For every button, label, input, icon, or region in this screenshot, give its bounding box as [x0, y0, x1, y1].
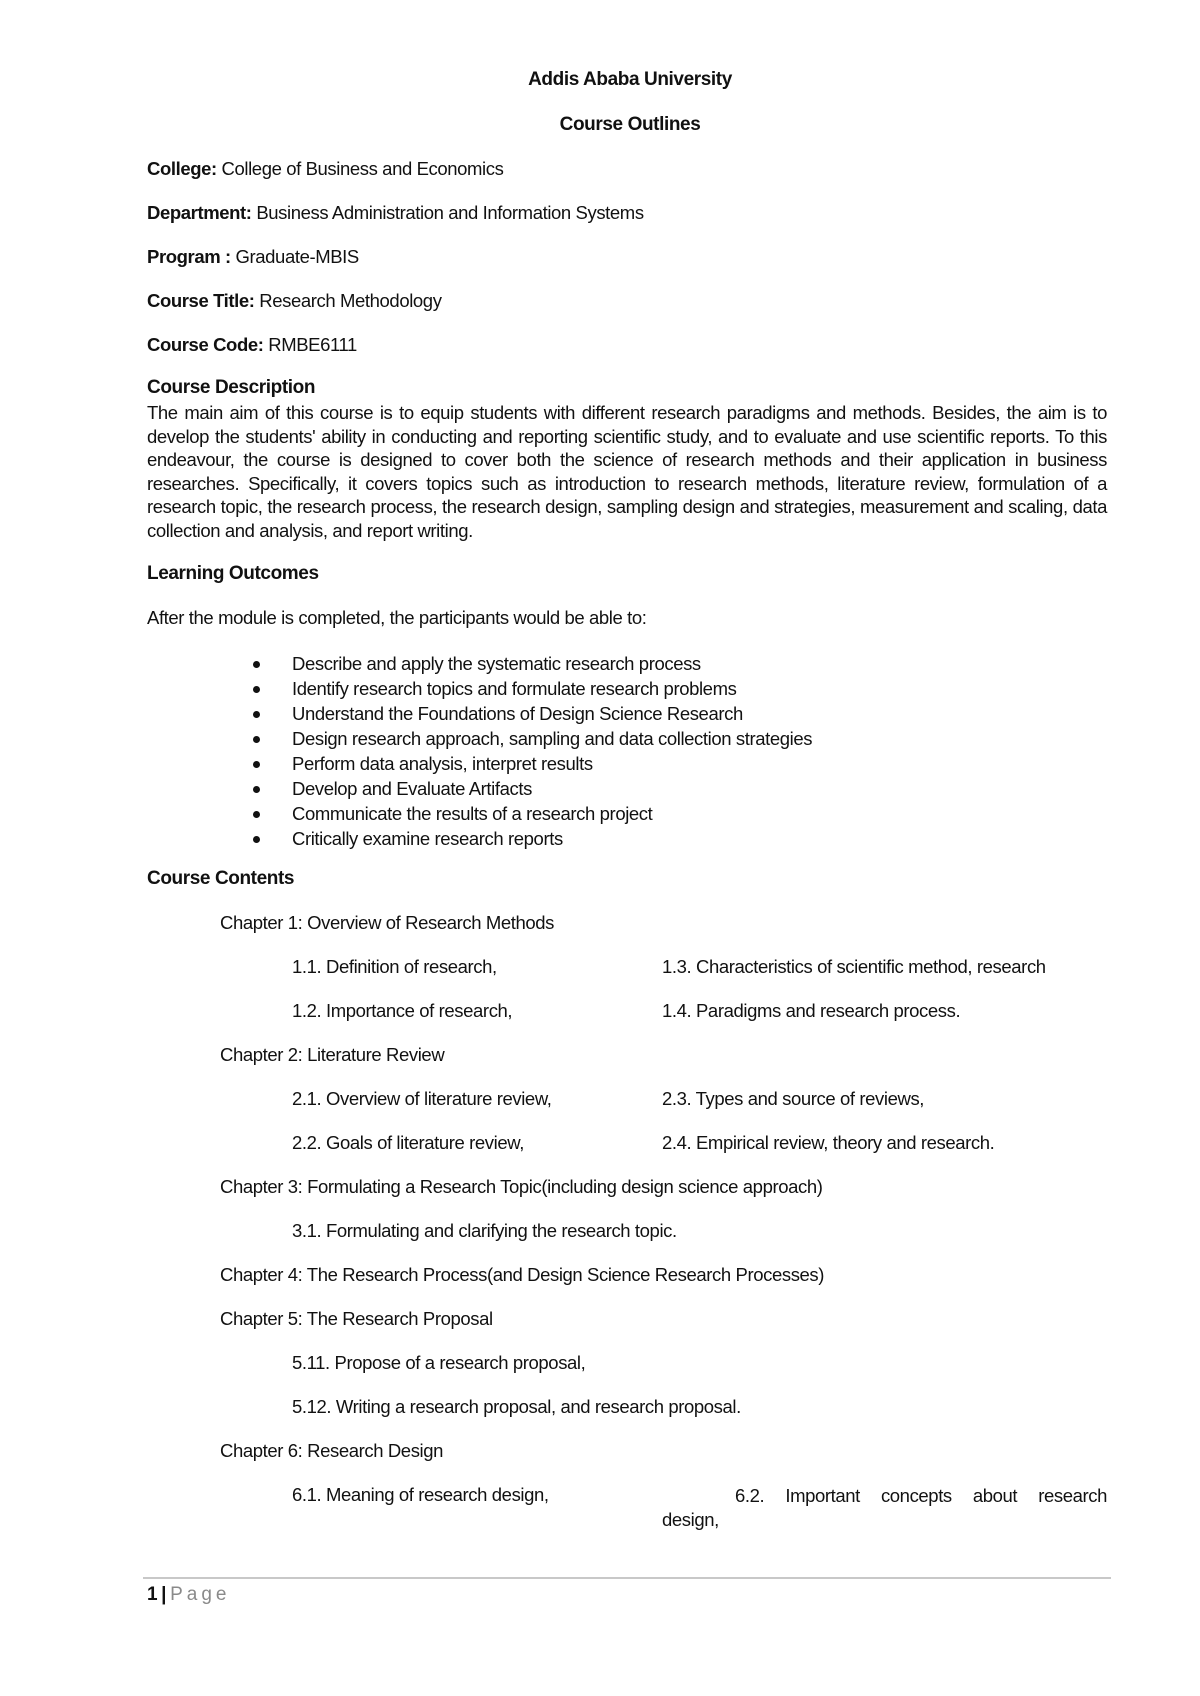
- list-item: Understand the Foundations of Design Science Research: [0, 701, 812, 726]
- bullet-icon: [253, 661, 260, 668]
- bullet-icon: [253, 736, 260, 743]
- program-value: Graduate-MBIS: [235, 246, 359, 267]
- course-description-heading: Course Description: [147, 377, 316, 398]
- learning-outcomes-heading: Learning Outcomes: [147, 563, 319, 584]
- bullet-icon: [253, 686, 260, 693]
- college-label: College:: [147, 158, 217, 179]
- chapter-6: Chapter 6: Research Design: [220, 1440, 444, 1461]
- department-line: [147, 202, 644, 224]
- course-title-label: Course Title:: [147, 290, 255, 311]
- section-3-1: 3.1. Formulating and clarifying the research topic.: [292, 1220, 677, 1241]
- page-number: 1: [147, 1584, 158, 1605]
- section-2-4: 2.4. Empirical review, theory and research.: [662, 1132, 995, 1153]
- section-5-11: 5.11. Propose of a research proposal,: [292, 1352, 586, 1373]
- course-code-label: Course Code:: [147, 334, 264, 355]
- chapter-1: Chapter 1: Overview of Research Methods: [220, 912, 555, 933]
- bullet-icon: [253, 836, 260, 843]
- university-title: Addis Ababa University: [528, 69, 732, 90]
- course-code-value: RMBE6111: [268, 334, 357, 355]
- course-code-line: [147, 334, 357, 356]
- bullet-icon: [253, 786, 260, 793]
- chapter-2: Chapter 2: Literature Review: [220, 1044, 445, 1065]
- list-item: Critically examine research reports: [0, 826, 812, 851]
- course-contents-heading: Course Contents: [147, 868, 295, 889]
- section-1-4: 1.4. Paradigms and research process.: [662, 1000, 961, 1021]
- document-title: Course Outlines: [559, 114, 701, 135]
- course-description-text: The main aim of this course is to equip students with different research paradigms and methods. Besides, the aim is to develop the students' ability in conducting and reporting scientific study, and to evaluate and use scientific reports. To this endeavour, the course is designed to cover both the science of research methods and their application in business researches. Specifically, it covers topics such as introduction to research methods, literature review, formulation of a research topic, the research process, the research design, sampling design and strategies, measurement and scaling, data collection and analysis, and report writing.: [147, 402, 1107, 541]
- course-title-line: [147, 290, 442, 312]
- section-2-1: 2.1. Overview of literature review,: [292, 1088, 552, 1109]
- list-item: Design research approach, sampling and data collection strategies: [0, 726, 812, 751]
- section-6-2: 6.2. Important concepts about research design,: [662, 1485, 1107, 1530]
- course-title-value: Research Methodology: [259, 290, 442, 311]
- section-2-2: 2.2. Goals of literature review,: [292, 1132, 524, 1153]
- chapter-4: Chapter 4: The Research Process(and Design Science Research Processes): [220, 1264, 825, 1285]
- bullet-icon: [253, 711, 260, 718]
- footer-divider: [143, 1577, 1111, 1579]
- college-value: College of Business and Economics: [221, 158, 504, 179]
- footer-separator: |: [161, 1584, 167, 1605]
- section-1-1: 1.1. Definition of research,: [292, 956, 497, 977]
- bullet-icon: [253, 761, 260, 768]
- learning-outcomes-intro: After the module is completed, the participants would be able to:: [147, 607, 647, 628]
- department-value: Business Administration and Information Systems: [256, 202, 644, 223]
- chapter-5: Chapter 5: The Research Proposal: [220, 1308, 493, 1329]
- section-5-12: 5.12. Writing a research proposal, and research proposal.: [292, 1396, 741, 1417]
- section-1-2: 1.2. Importance of research,: [292, 1000, 513, 1021]
- department-label: Department:: [147, 202, 252, 223]
- section-2-3: 2.3. Types and source of reviews,: [662, 1088, 925, 1109]
- college-line: [147, 158, 503, 180]
- page-footer: [147, 1584, 230, 1606]
- section-6-1: 6.1. Meaning of research design,: [292, 1484, 549, 1505]
- list-item: Describe and apply the systematic research process: [0, 651, 812, 676]
- list-item: Identify research topics and formulate research problems: [0, 676, 812, 701]
- list-item: Develop and Evaluate Artifacts: [0, 776, 812, 801]
- learning-outcomes-list: [0, 651, 812, 851]
- chapter-3: Chapter 3: Formulating a Research Topic(including design science approach): [220, 1176, 823, 1197]
- list-item: Communicate the results of a research project: [0, 801, 812, 826]
- program-label: Program :: [147, 246, 231, 267]
- list-item: Perform data analysis, interpret results: [0, 751, 812, 776]
- bullet-icon: [253, 811, 260, 818]
- page-word: Page: [170, 1584, 231, 1605]
- section-1-3: 1.3. Characteristics of scientific method, research: [662, 956, 1046, 977]
- program-line: [147, 246, 359, 268]
